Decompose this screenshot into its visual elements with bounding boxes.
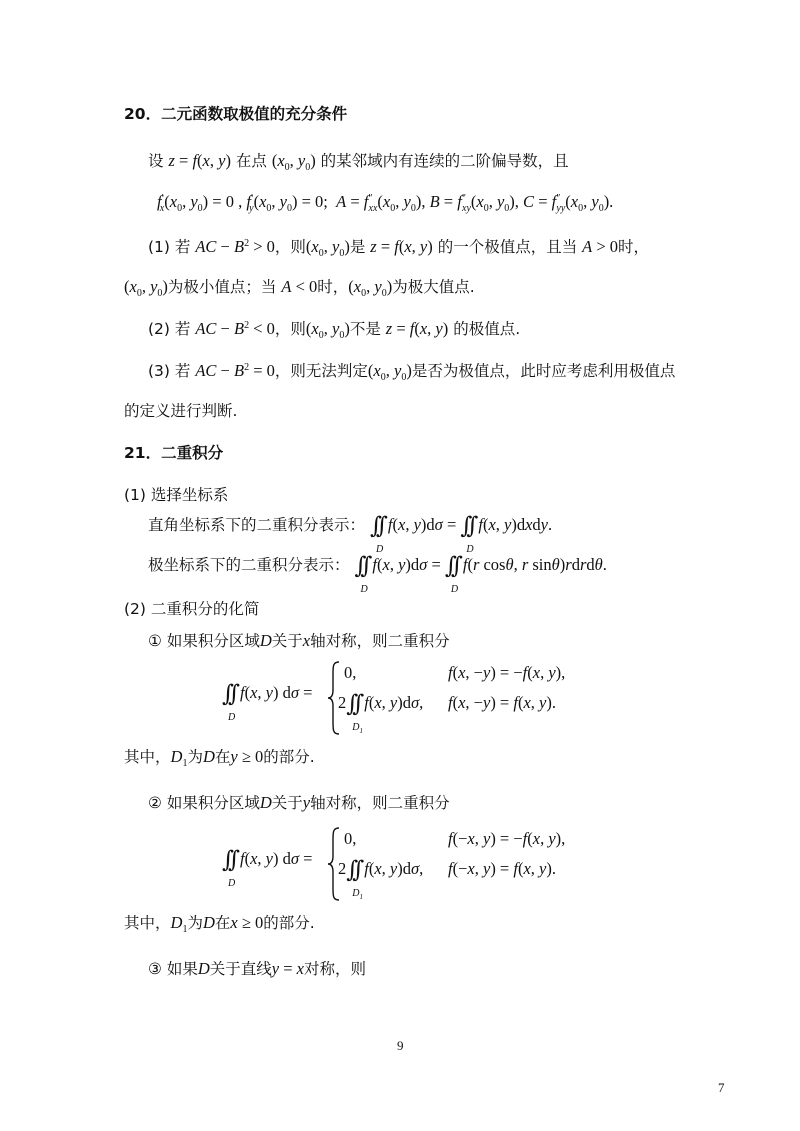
corner-page-number: 7: [718, 1080, 725, 1095]
condition-3: (3) 若 AC − $B^2 = 0$，则无法判定($x_0$, $y_0$)是否为极值点，此时应考虑利用极值点: [148, 361, 676, 384]
sub-2-heading: (2) 二重积分的化简: [124, 600, 260, 618]
section-21-title: 21．二重积分: [124, 444, 224, 462]
polar-coord-formula: 极坐标系下的二重积分表示： ∫∫ D f(x, y)dσ = ∫∫ D f(r cosθ, r sinθ)rdrdθ.: [148, 553, 607, 595]
double-integral-symbol: ∫∫ D: [222, 681, 236, 723]
section-20-title: 20．二元函数取极值的充分条件: [124, 105, 348, 123]
case-2: ② 如果积分区域D关于y轴对称，则二重积分: [148, 793, 450, 812]
piecewise-formula-2: ∫∫ D f(x, y) dσ = 0, f(−x, y) = −f(x, y), 2∫∫ $D_1$ f(x, y)dσ, f(−x, y) = f(x, y).: [222, 840, 622, 900]
math-z-eq-f: z: [168, 151, 175, 170]
page-number: 9: [397, 1038, 404, 1053]
double-integral-symbol: ∫∫ D: [354, 553, 368, 595]
double-integral-symbol: ∫∫ $D_1$: [346, 691, 363, 735]
condition-1: (1) 若 AC − $B^2 > 0$，则($x_0$, $y_0$)是 z = f(x, y) 的一个极值点，且当 A > 0时，: [148, 237, 650, 260]
rect-coord-formula: 直角坐标系下的二重积分表示： ∫∫ D f(x, y)dσ = ∫∫ D f(x, y)dxdy.: [148, 513, 553, 555]
piecewise-formula-1: ∫∫ D f(x, y) dσ = 0, f(x, −y) = −f(x, y), 2∫∫ $D_1$ f(x, y)dσ, f(x, −y) = f(x, y).: [222, 674, 622, 734]
case-3: ③ 如果D关于直线y = x对称，则: [148, 959, 366, 978]
partial-conditions: $f'_x(x_0$, $y_0) = 0$ , $f'_y(x_0$, $y_0) = 0$; $A = f''_{xx}(x_0$, $y_0$), $B = f''_{xy}(x_0$, $y_0$), $C = f''_{yy}(x_0$, $y_0$).: [157, 192, 614, 215]
condition-2: (2) 若 AC − $B^2 < 0$，则($x_0$, $y_0$)不是 z = f(x, y) 的极值点.: [148, 319, 521, 342]
double-integral-symbol: ∫∫ D: [460, 513, 474, 555]
double-integral-symbol: ∫∫ D: [369, 513, 384, 555]
where-2: 其中，$D_1$为D在x ≥ 0的部分.: [124, 913, 315, 936]
intro-line: 设 z = f(x, y) 在点 ($x_0$, $y_0$) 的某邻域内有连续的二阶偏导数，且: [148, 151, 569, 174]
condition-1-cont: ($x_0$, $y_0$)为极小值点；当 A < 0时，($x_0$, $y_0$)为极大值点.: [124, 277, 475, 300]
condition-3-cont: 的定义进行判断.: [124, 402, 238, 420]
double-integral-symbol: ∫∫ D: [444, 553, 459, 595]
double-integral-symbol: ∫∫ $D_1$: [346, 857, 363, 901]
case-1: ① 如果积分区域D关于x轴对称，则二重积分: [148, 631, 450, 650]
where-1: 其中，$D_1$为D在y ≥ 0的部分.: [124, 747, 315, 770]
double-integral-symbol: ∫∫ D: [222, 847, 236, 889]
sub-1-heading: (1) 选择坐标系: [124, 486, 229, 504]
